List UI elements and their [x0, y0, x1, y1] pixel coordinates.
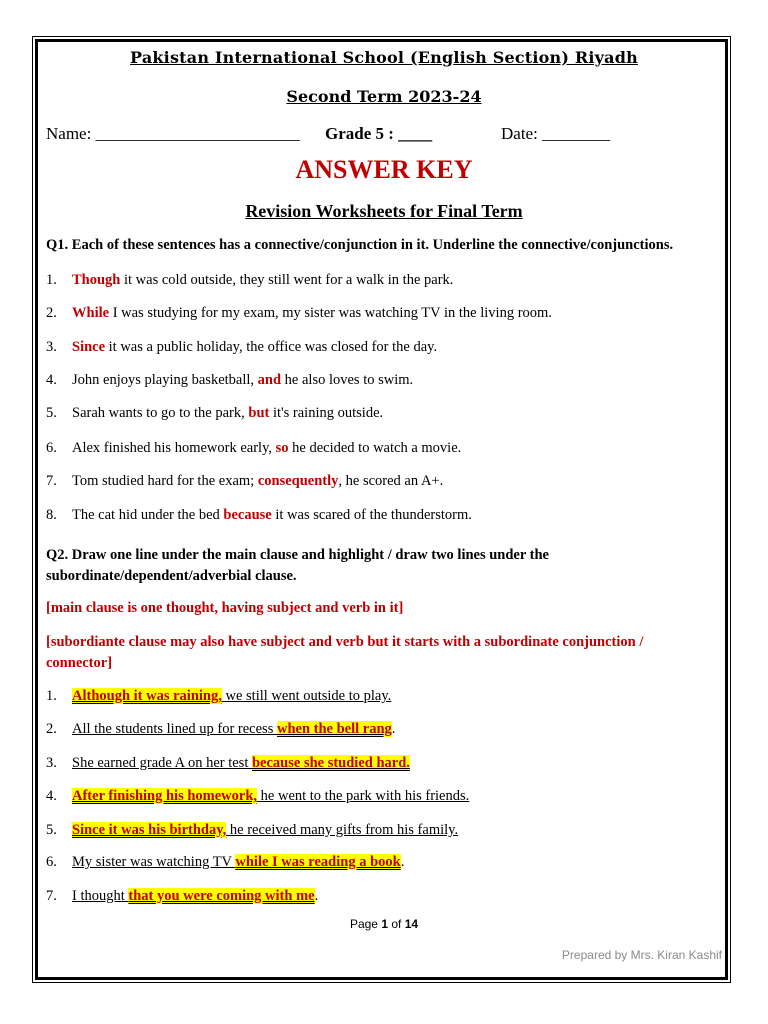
q1-item [46, 305, 552, 322]
page-current: 1 [381, 917, 388, 931]
main-clause: She earned grade A on her test [72, 755, 252, 771]
subordinate-clause: Since it was his birthday, [72, 822, 227, 838]
main-clause: we still went outside to play. [221, 688, 392, 704]
main-clause: he received many gifts from his family. [226, 822, 459, 838]
q2-question: Q2. Draw one line under the main clause and highlight / draw two lines under the subordinate/dependent/adverbial clause. [46, 547, 549, 584]
q2-item [46, 721, 395, 738]
conjunction: Though [72, 272, 121, 288]
q1-item [46, 473, 443, 490]
item-text: The cat hid under the bed [72, 507, 224, 523]
item-number: 3. [46, 339, 57, 355]
q2-item [46, 888, 318, 905]
item-text: it was cold outside, they still went for a walk in the park. [120, 272, 454, 288]
conjunction: because [223, 507, 272, 523]
main-clause: My sister was watching TV [72, 854, 236, 870]
q1-item [46, 339, 437, 356]
item-text: it was a public holiday, the office was closed for the day. [105, 339, 438, 355]
q1-item [46, 372, 413, 389]
main-clause: All the students lined up for recess [72, 721, 277, 737]
item-text: he also loves to swim. [281, 372, 414, 388]
punctuation: . [391, 721, 396, 737]
item-text: , he scored an A+. [338, 473, 444, 489]
subordinate-clause: when the bell rang [276, 721, 392, 737]
q2-item [46, 788, 469, 805]
q1-item [46, 507, 472, 524]
punctuation: . [400, 854, 405, 870]
item-number: 8. [46, 507, 57, 523]
item-text: Tom studied hard for the exam; [72, 473, 258, 489]
main-clause: he went to the park with his friends. [257, 788, 470, 804]
conjunction: Since [72, 339, 106, 355]
q2-item [46, 822, 458, 839]
subordinate-clause: After finishing his homework, [72, 788, 258, 804]
item-text: John enjoys playing basketball, [72, 372, 258, 388]
item-number: 2. [46, 305, 57, 321]
conjunction: While [72, 305, 110, 321]
item-text: it's raining outside. [269, 405, 384, 421]
item-number: 6. [46, 440, 57, 456]
prepared-by: Prepared by Mrs. Kiran Kashif [561, 948, 722, 962]
item-text: it was scared of the thunderstorm. [271, 507, 472, 523]
item-number: 5. [46, 822, 57, 838]
item-text: Sarah wants to go to the park, [72, 405, 249, 421]
main-clause: I thought [72, 888, 129, 904]
item-number: 6. [46, 854, 57, 870]
item-number: 5. [46, 405, 57, 421]
q2-item [46, 854, 404, 871]
q1-item [46, 440, 461, 457]
term-title: Second Term 2023-24 [286, 87, 482, 106]
grade-field: Grade 5 : ____ [325, 124, 433, 143]
subordinate-clause: because she studied hard. [251, 755, 410, 771]
conjunction: and [257, 372, 282, 388]
item-text: Alex finished his homework early, [72, 440, 276, 456]
school-name: Pakistan International School (English Section) Riyadh [130, 48, 638, 67]
page-number [0, 917, 768, 931]
page-mid: of [388, 917, 405, 931]
q2-item [46, 688, 391, 705]
page-total: 14 [404, 917, 419, 931]
date-field: Date: ________ [501, 124, 611, 143]
q1-item [46, 272, 453, 289]
item-number: 7. [46, 473, 57, 489]
item-number: 3. [46, 755, 57, 771]
conjunction: so [275, 440, 289, 456]
item-text: he decided to watch a movie. [288, 440, 462, 456]
item-number: 1. [46, 272, 57, 288]
name-field: Name: ________________________ [46, 124, 300, 143]
page-prefix: Page [349, 917, 382, 931]
subordinate-clause: while I was reading a book [235, 854, 401, 870]
q1-question: Q1. Each of these sentences has a connective/conjunction in it. Underline the connective/conjunctions. [46, 237, 674, 253]
answer-key-heading: ANSWER KEY [295, 155, 473, 184]
item-number: 2. [46, 721, 57, 737]
conjunction: consequently [257, 473, 339, 489]
item-text: I was studying for my exam, my sister was watching TV in the living room. [109, 305, 552, 321]
conjunction: but [248, 405, 270, 421]
q2-note-subordinate-clause: [subordiante clause may also have subject and verb but it starts with a subordinate conjunction / connector] [46, 634, 644, 671]
item-number: 4. [46, 372, 57, 388]
worksheet-subtitle: Revision Worksheets for Final Term [245, 201, 523, 221]
punctuation: . [314, 888, 319, 904]
item-number: 7. [46, 888, 57, 904]
q2-item [46, 755, 410, 772]
subordinate-clause: that you were coming with me [128, 888, 315, 904]
item-number: 4. [46, 788, 57, 804]
item-number: 1. [46, 688, 57, 704]
q1-item [46, 405, 383, 422]
subordinate-clause: Although it was raining, [72, 688, 222, 704]
q2-note-main-clause: [main clause is one thought, having subject and verb in it] [46, 600, 404, 616]
